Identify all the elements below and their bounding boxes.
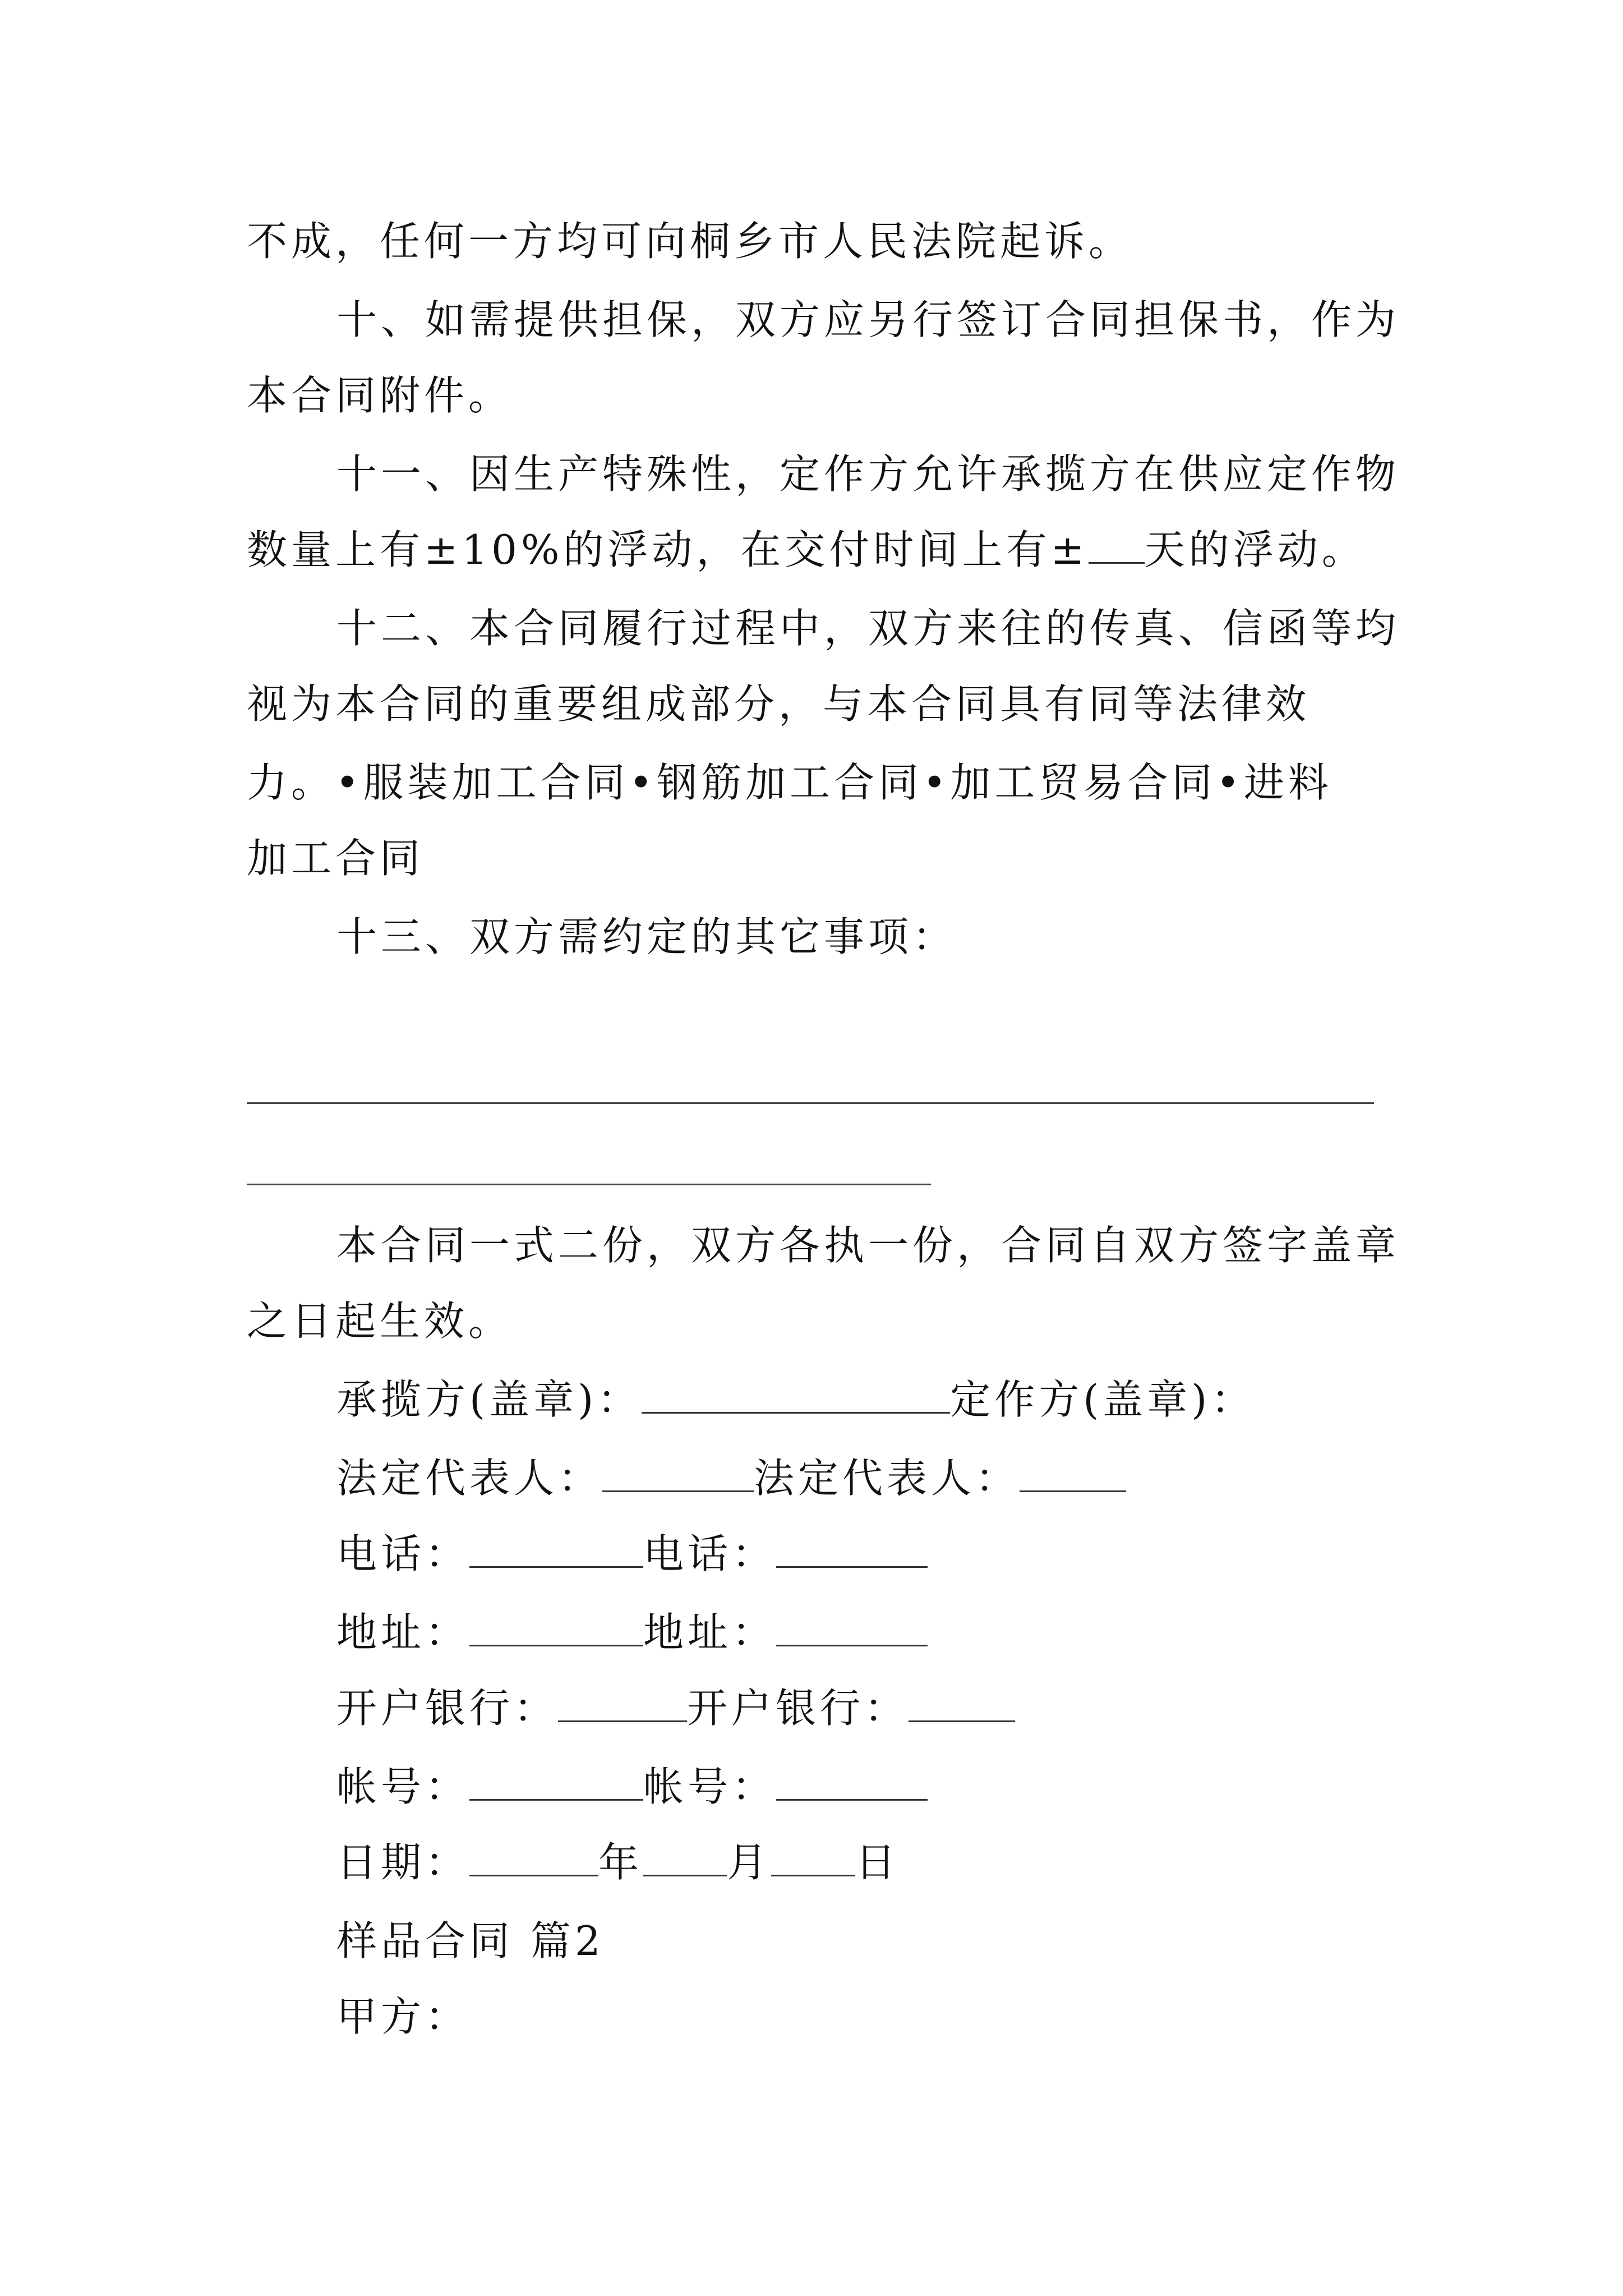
month-blank[interactable] (643, 1840, 727, 1876)
date-row (336, 1834, 900, 1890)
bank-row (336, 1680, 1015, 1736)
orderer-phone-label: 电话： (643, 1530, 777, 1577)
orderer-address-label: 地址： (643, 1609, 777, 1656)
paragraph-9-end: 不成，任何一方均可向桐乡市人民法院起诉。 (247, 218, 1133, 265)
contractor-address-label: 地址： (336, 1609, 470, 1656)
clause-10-line-1: 十、如需提供担保，双方应另行签订合同担保书，作为 (336, 296, 1400, 343)
orderer-legal-rep-blank[interactable] (1020, 1456, 1126, 1492)
contractor-legal-rep-blank[interactable] (602, 1456, 754, 1492)
days-blank[interactable] (1089, 527, 1145, 564)
copies-line-2: 之日起生效。 (247, 1297, 513, 1345)
legal-rep-row (336, 1450, 1126, 1506)
contractor-account-label: 帐号： (336, 1763, 470, 1810)
day-blank[interactable] (771, 1840, 855, 1876)
orderer-address-blank[interactable] (776, 1610, 928, 1646)
clause-10-line-2: 本合同附件。 (247, 372, 513, 419)
address-row (336, 1604, 928, 1660)
orderer-seal-label: 定作方(盖章)： (950, 1376, 1256, 1423)
clause-11-text-a: 数量上有±10%的浮动，在交付时间上有± (247, 526, 1089, 573)
orderer-account-blank[interactable] (776, 1764, 928, 1801)
year-label: 年 (598, 1839, 643, 1886)
contractor-account-blank[interactable] (469, 1764, 643, 1801)
clause-11-line-2 (247, 522, 1366, 578)
contractor-seal-blank[interactable] (642, 1377, 950, 1414)
contractor-legal-rep-label: 法定代表人： (336, 1455, 603, 1502)
contractor-bank-blank[interactable] (558, 1686, 687, 1722)
clause-13: 十三、双方需约定的其它事项： (336, 913, 957, 960)
clause-11-line-1: 十一、因生产特殊性，定作方允许承揽方在供应定作物 (336, 450, 1400, 498)
other-matters-line-2[interactable] (247, 1184, 931, 1185)
contractor-address-blank[interactable] (469, 1610, 643, 1646)
orderer-phone-blank[interactable] (776, 1531, 928, 1568)
month-label: 月 (727, 1839, 772, 1886)
orderer-bank-label: 开户银行： (687, 1685, 909, 1732)
clause-12-line-4: 加工合同 (247, 835, 425, 882)
party-a-label: 甲方： (336, 1993, 470, 2040)
copies-line-1: 本合同一式二份，双方各执一份，合同自双方签字盖章 (336, 1222, 1400, 1269)
orderer-legal-rep-label: 法定代表人： (754, 1455, 1020, 1502)
contractor-phone-blank[interactable] (469, 1531, 643, 1568)
year-blank[interactable] (469, 1840, 598, 1876)
clause-11-text-b: 天的浮动。 (1144, 526, 1366, 573)
phone-row (336, 1526, 928, 1582)
clause-12-line-3: 力。•服装加工合同•钢筋加工合同•加工贸易合同•进料 (247, 759, 1332, 806)
clause-12-line-2: 视为本合同的重要组成部分，与本合同具有同等法律效 (247, 680, 1311, 728)
day-label: 日 (855, 1839, 900, 1886)
account-row (336, 1759, 928, 1815)
contractor-bank-label: 开户银行： (336, 1685, 559, 1732)
orderer-bank-blank[interactable] (909, 1686, 1015, 1722)
seal-row (336, 1372, 1255, 1428)
other-matters-line-1[interactable] (247, 1102, 1374, 1104)
section-2-title: 样品合同 篇2 (336, 1917, 605, 1964)
contractor-seal-label: 承揽方(盖章)： (336, 1376, 642, 1423)
contractor-phone-label: 电话： (336, 1530, 470, 1577)
clause-12-line-1: 十二、本合同履行过程中，双方来往的传真、信函等均 (336, 605, 1400, 652)
orderer-account-label: 帐号： (643, 1763, 777, 1810)
date-label: 日期： (336, 1839, 470, 1886)
